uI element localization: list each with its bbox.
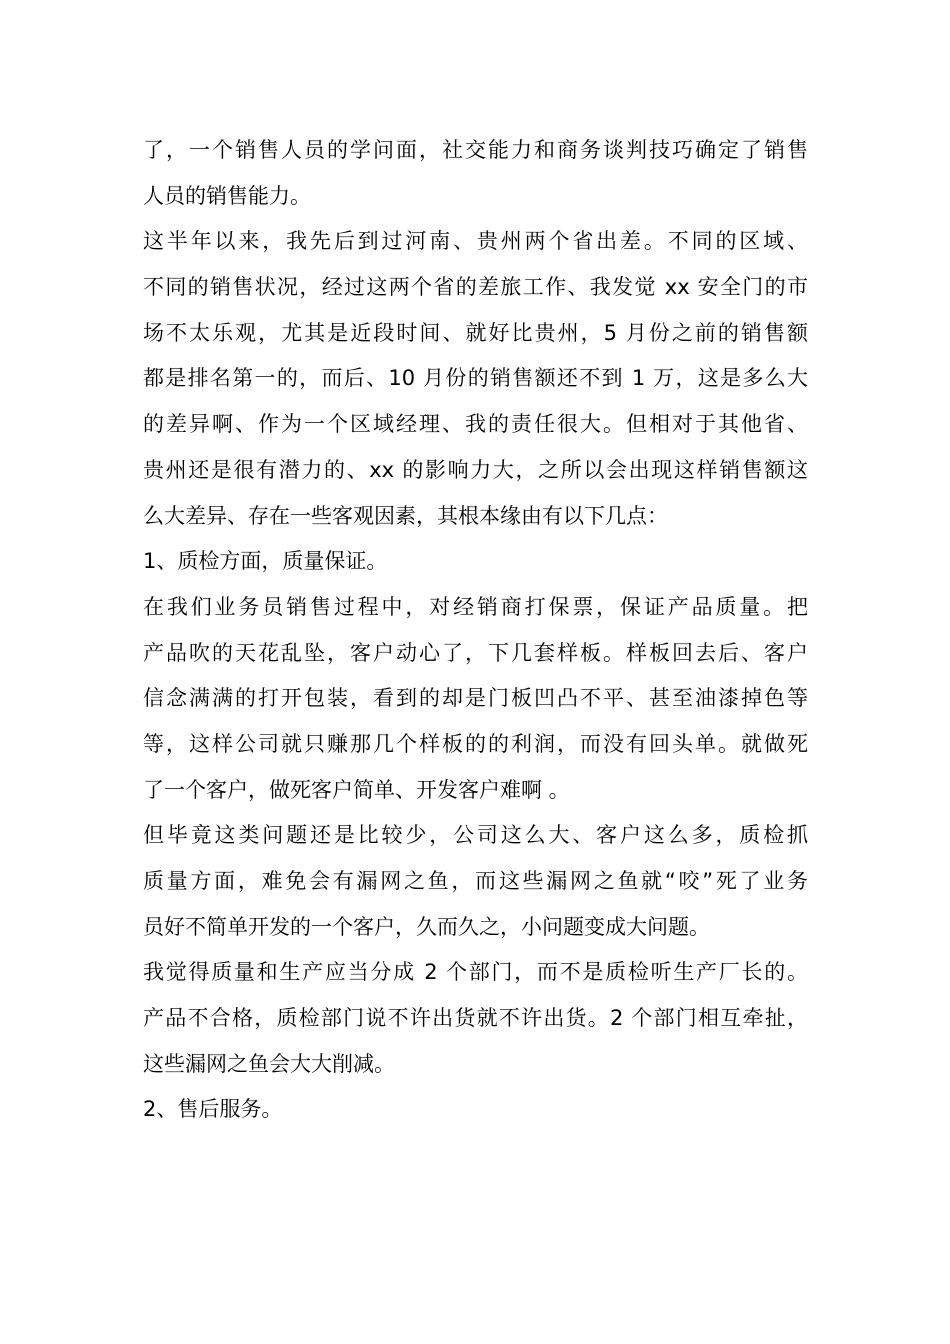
text-line: 这半年以来，我先后到过河南、贵州两个省出差。不同的区域、: [143, 229, 808, 254]
section-heading: 1、质检方面，质量保证。: [143, 549, 388, 574]
text-line: 但毕竟这类问题还是比较少，公司这么大、客户这么多，质检抓: [143, 823, 808, 848]
paragraph: [143, 128, 808, 219]
text-line: 贵州还是很有潜力的、xx 的影响力大，之所以会出现这样销售额这: [143, 457, 808, 482]
text-line: 了一个客户，做死客户简单、开发客户难啊 。: [143, 777, 570, 802]
text-line: 这些漏网之鱼会大大削减。: [143, 1051, 395, 1076]
text-line: 产品不合格，质检部门说不许出货就不许出货。2 个部门相互牵扯，: [143, 1006, 808, 1031]
paragraph: [143, 950, 808, 1087]
text-line: 了，一个销售人员的学问面，社交能力和商务谈判技巧确定了销售: [143, 138, 808, 162]
paragraph: [143, 219, 808, 539]
paragraph-heading: [143, 1087, 808, 1133]
text-line: 么大差异、存在一些客观因素，其根本缘由有以下几点：: [143, 503, 668, 528]
paragraph: [143, 813, 808, 950]
text-line: 都是排名第一的，而后、10 月份的销售额还不到 1 万，这是多么大: [143, 366, 808, 391]
text-line: 员好不简单开发的一个客户，久而久之，小问题变成大问题。: [143, 914, 710, 939]
section-heading: 2、售后服务。: [143, 1097, 283, 1122]
text-line: 场不太乐观，尤其是近段时间、就好比贵州，5 月份之前的销售额: [143, 320, 808, 345]
paragraph-heading: [143, 539, 808, 585]
paragraph: [143, 585, 808, 813]
text-line: 信念满满的打开包装，看到的却是门板凹凸不平、甚至油漆掉色等: [143, 686, 808, 711]
text-line: 的差异啊、作为一个区域经理、我的责任很大。但相对于其他省、: [143, 412, 808, 437]
document-body: [143, 128, 808, 1133]
text-line: 产品吹的天花乱坠，客户动心了，下几套样板。样板回去后、客户: [143, 640, 808, 665]
text-line: 人员的销售能力。: [143, 183, 311, 208]
text-line: 质量方面，难免会有漏网之鱼，而这些漏网之鱼就“咬”死了业务: [143, 869, 808, 893]
text-line: 在我们业务员销售过程中，对经销商打保票，保证产品质量。把: [143, 594, 808, 619]
text-line: 不同的销售状况，经过这两个省的差旅工作、我发觉 xx 安全门的市: [143, 275, 808, 300]
text-line: 等，这样公司就只赚那几个样板的的利润，而没有回头单。就做死: [143, 731, 808, 756]
text-line: 我觉得质量和生产应当分成 2 个部门，而不是质检听生产厂长的。: [143, 960, 808, 985]
